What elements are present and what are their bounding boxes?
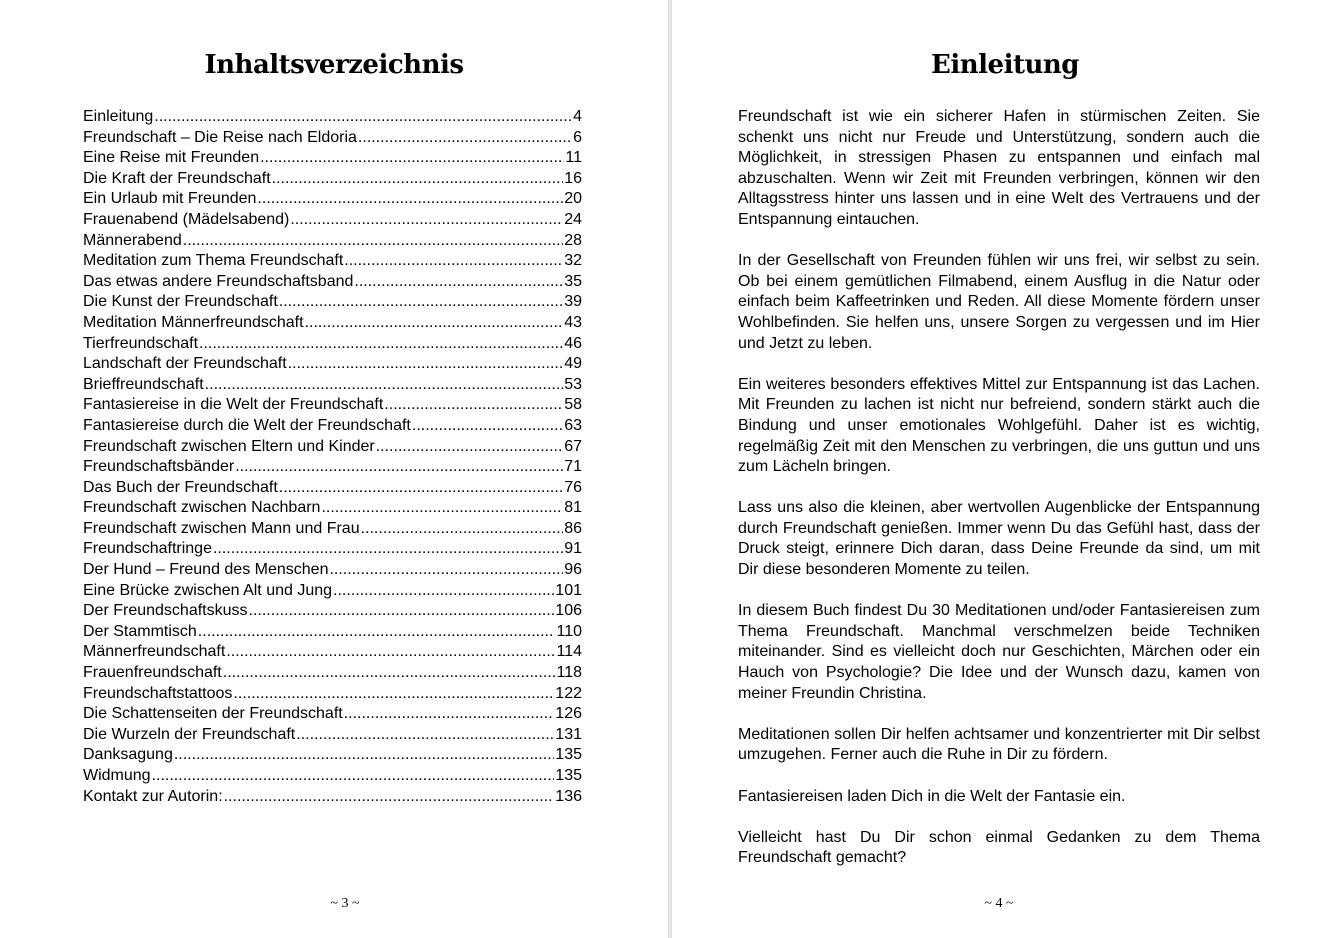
- toc-entry-page: 67: [564, 437, 582, 455]
- toc-entry-page: 49: [564, 355, 582, 373]
- body-paragraph: Vielleicht hast Du Dir schon einmal Gedanken zu dem Thema Freundschaft gemacht?: [738, 828, 1260, 867]
- toc-entry: [83, 251, 582, 272]
- toc-entry-label: Freundschaft – Die Reise nach Eldoria: [83, 128, 357, 146]
- toc-entry-label: Freundschaft zwischen Mann und Frau: [83, 519, 360, 537]
- toc-entry-label: Frauenabend (Mädelsabend): [83, 210, 290, 228]
- toc-entry-label: Eine Brücke zwischen Alt und Jung: [83, 581, 333, 599]
- toc-dot-leader: [384, 395, 563, 416]
- toc-entry: [83, 128, 582, 149]
- toc-entry: [83, 787, 582, 808]
- toc-entry-label: Die Kraft der Freundschaft: [83, 169, 271, 187]
- toc-dot-leader: [376, 437, 563, 458]
- toc-dot-leader: [344, 704, 555, 725]
- toc-dot-leader: [358, 128, 572, 149]
- toc-entry-page: 118: [556, 664, 582, 682]
- toc-entry-label: Der Stammtisch: [83, 622, 197, 640]
- toc-entry-label: Freundschaft zwischen Nachbarn: [83, 499, 321, 517]
- toc-entry-page: 53: [564, 375, 582, 393]
- toc-dot-leader: [174, 745, 554, 766]
- toc-entry-label: Danksagung: [83, 746, 173, 764]
- toc-dot-leader: [412, 416, 563, 437]
- toc-entry-label: Freundschaftringe: [83, 540, 212, 558]
- toc-entry-page: 135: [555, 767, 582, 784]
- page-number-left: ~ 3 ~: [330, 896, 360, 911]
- toc-entry: [83, 416, 582, 437]
- toc-entry-label: Die Schattenseiten der Freundschaft: [83, 705, 343, 723]
- toc-entry: [83, 354, 582, 375]
- toc-entry: [83, 642, 582, 663]
- toc-dot-leader: [260, 148, 564, 169]
- toc-entry-page: 63: [564, 416, 582, 434]
- toc-entry: [83, 684, 582, 705]
- toc-entry-page: 24: [564, 210, 582, 228]
- toc-entry-label: Meditation zum Thema Freundschaft: [83, 252, 344, 270]
- body-paragraph: Freundschaft ist wie ein sicherer Hafen in stürmischen Zeiten. Sie schenkt uns nicht nur Freude und Unterstützung, sondern auch die Möglichkeit, in stressigen Phasen zu entspannen und einfach mal abzuschalten. Wenn wir Zeit mit Freunden verbringen, können wir den Alltagsstress hinter uns lassen und in eine Welt des Vertrauens und der Entspannung eintauchen.: [738, 108, 1260, 228]
- toc-entry: [83, 519, 582, 540]
- toc-dot-leader: [199, 334, 563, 355]
- toc-entry: [83, 478, 582, 499]
- toc-entry-page: 101: [555, 581, 582, 599]
- toc-dot-leader: [305, 313, 564, 334]
- toc-dot-leader: [290, 210, 563, 231]
- toc-entry: [83, 189, 582, 210]
- toc-entry-page: 76: [564, 478, 582, 496]
- toc-dot-leader: [344, 251, 563, 272]
- toc-dot-leader: [333, 581, 554, 602]
- toc-entry-page: 16: [564, 169, 582, 187]
- toc-entry: [83, 560, 582, 581]
- toc-dot-leader: [224, 787, 555, 808]
- body-paragraph: Fantasiereisen laden Dich in die Welt der Fantasie ein.: [738, 787, 1126, 805]
- chapter-title: Einleitung: [931, 50, 1079, 80]
- toc-entry: [83, 292, 582, 313]
- page-number-right: ~ 4 ~: [984, 896, 1014, 911]
- toc-dot-leader: [223, 663, 556, 684]
- toc-entry: [83, 272, 582, 293]
- left-page: [0, 0, 668, 938]
- toc-entry-label: Frauenfreundschaft: [83, 664, 222, 682]
- toc-entry-page: 114: [556, 643, 582, 661]
- toc-dot-leader: [233, 684, 554, 705]
- toc-entry: [83, 313, 582, 334]
- toc-entry: [83, 148, 582, 169]
- body-paragraph: In diesem Buch findest Du 30 Meditationen und/oder Fantasiereisen zum Thema Freundschaft. Manchmal verschmelzen beide Techniken miteinander. Sind es vielleicht doch nur Geschichten, Märchen oder ein Hauch von Psychologie? Die Idee und der Wunsch dazu, kamen von meiner Freundin Christina.: [738, 602, 1260, 702]
- toc-entry-label: Das etwas andere Freundschaftsband: [83, 272, 354, 290]
- toc-entry-page: 122: [555, 684, 582, 702]
- toc-entry-page: 20: [564, 190, 582, 208]
- toc-entry-page: 39: [564, 293, 582, 311]
- body-paragraph: Ein weiteres besonders effektives Mittel zur Entspannung ist das Lachen. Mit Freunden zu lachen ist nicht nur befreiend, sondern stärkt auch die Bindung und unser emotionales Wohlgefühl. Daher ist es wichtig, regelmäßig Zeit mit den Menschen zu verbringen, die uns guttun und uns zum Lächeln bringen.: [738, 375, 1260, 476]
- toc-entry-page: 11: [565, 149, 582, 167]
- toc-dot-leader: [154, 107, 572, 128]
- toc-entry: [83, 437, 582, 458]
- body-paragraph: In der Gesellschaft von Freunden fühlen wir uns frei, wir selbst zu sein. Ob bei einem gemütlichen Filmabend, einem Ausflug in die Natur oder einfach beim Kaffeetrinken und Reden. All diese Momente fördern unser Wohlbefinden. Sie helfen uns, unsere Sorgen zu vergessen und im Hier und Jetzt zu leben.: [738, 252, 1260, 352]
- toc-entry-label: Die Kunst der Freundschaft: [83, 293, 278, 311]
- toc-entry: [83, 725, 582, 746]
- toc-entry-page: 86: [564, 519, 582, 537]
- toc-dot-leader: [257, 189, 563, 210]
- toc-dot-leader: [272, 169, 564, 190]
- toc-entry-page: 46: [564, 334, 582, 352]
- toc-entry-label: Das Buch der Freundschaft: [83, 478, 278, 496]
- toc-entry-label: Der Freundschaftskuss: [83, 602, 248, 620]
- toc-entry-label: Eine Reise mit Freunden: [83, 149, 260, 167]
- toc-dot-leader: [329, 560, 563, 581]
- toc-entry-label: Fantasiereise in die Welt der Freundschaft: [83, 396, 384, 414]
- toc-dot-leader: [321, 498, 563, 519]
- toc-dot-leader: [198, 622, 556, 643]
- toc-dot-leader: [226, 642, 555, 663]
- toc-dot-leader: [288, 354, 564, 375]
- toc-entry-label: Der Hund – Freund des Menschen: [83, 561, 329, 579]
- toc-entry-label: Brieffreundschaft: [83, 375, 204, 393]
- toc-entry-page: 91: [564, 540, 582, 558]
- toc-entry-page: 110: [556, 622, 582, 640]
- toc-entry: [83, 169, 582, 190]
- toc-entry-label: Meditation Männerfreundschaft: [83, 313, 304, 331]
- toc-dot-leader: [279, 292, 563, 313]
- toc-entry-label: Ein Urlaub mit Freunden: [83, 190, 257, 208]
- toc-entry: [83, 601, 582, 622]
- table-of-contents: [83, 107, 582, 807]
- toc-entry: [83, 334, 582, 355]
- toc-entry-label: Freundschaftstattoos: [83, 684, 233, 702]
- toc-entry-page: 96: [564, 561, 582, 579]
- toc-entry: [83, 539, 582, 560]
- toc-entry-label: Fantasiereise durch die Welt der Freundschaft: [83, 416, 411, 434]
- toc-dot-leader: [183, 231, 563, 252]
- body-paragraph: Meditationen sollen Dir helfen achtsamer und konzentrierter mit Dir selbst umzugehen. Ferner auch die Ruhe in Dir zu fördern.: [738, 725, 1260, 764]
- toc-entry-page: 43: [564, 313, 582, 331]
- toc-entry-label: Landschaft der Freundschaft: [83, 355, 287, 373]
- toc-entry-page: 135: [555, 746, 582, 764]
- toc-entry-label: Männerfreundschaft: [83, 643, 226, 661]
- toc-dot-leader: [279, 478, 563, 499]
- toc-entry-page: 136: [555, 787, 582, 805]
- toc-entry: [83, 581, 582, 602]
- toc-entry: [83, 663, 582, 684]
- toc-entry: [83, 107, 582, 128]
- toc-entry-label: Widmung: [83, 767, 151, 784]
- toc-entry-label: Freundschaft zwischen Eltern und Kinder: [83, 437, 375, 455]
- toc-dot-leader: [361, 519, 564, 540]
- toc-entry-label: Männerabend: [83, 231, 182, 249]
- toc-entry-label: Die Wurzeln der Freundschaft: [83, 725, 296, 743]
- toc-dot-leader: [213, 539, 563, 560]
- toc-entry-page: 81: [564, 499, 582, 517]
- toc-entry-page: 4: [573, 108, 582, 125]
- chapter-body: [738, 107, 1260, 890]
- toc-entry-page: 126: [555, 705, 582, 723]
- toc-entry-page: 35: [564, 272, 582, 290]
- toc-entry-label: Kontakt zur Autorin:: [83, 787, 223, 805]
- toc-entry-page: 6: [573, 128, 582, 146]
- toc-entry: [83, 375, 582, 396]
- toc-dot-leader: [152, 766, 555, 787]
- toc-dot-leader: [249, 601, 555, 622]
- toc-entry: [83, 231, 582, 252]
- toc-entry: [83, 622, 582, 643]
- toc-entry: [83, 745, 582, 766]
- toc-dot-leader: [235, 457, 563, 478]
- toc-title: Inhaltsverzeichnis: [204, 50, 464, 80]
- toc-entry: [83, 210, 582, 231]
- toc-entry-page: 106: [555, 602, 582, 620]
- toc-dot-leader: [296, 725, 554, 746]
- toc-entry-page: 28: [564, 231, 582, 249]
- toc-entry-page: 71: [564, 458, 582, 476]
- toc-entry-label: Freundschaftsbänder: [83, 458, 235, 476]
- toc-dot-leader: [205, 375, 564, 396]
- toc-entry-page: 58: [564, 396, 582, 414]
- toc-entry-label: Tierfreundschaft: [83, 334, 199, 352]
- toc-entry: [83, 457, 582, 478]
- toc-entry: [83, 395, 582, 416]
- toc-entry-label: Einleitung: [83, 108, 154, 125]
- body-paragraph: Lass uns also die kleinen, aber wertvollen Augenblicke der Entspannung durch Freundschaft genießen. Immer wenn Du das Gefühl hast, dass der Druck steigt, erinnere Dich daran, dass Deine Freunde da sind, um mit Dir diese besonderen Momente zu teilen.: [738, 499, 1260, 579]
- toc-dot-leader: [354, 272, 563, 293]
- toc-entry: [83, 498, 582, 519]
- toc-entry-page: 32: [564, 252, 582, 270]
- toc-entry: [83, 766, 582, 787]
- toc-entry: [83, 704, 582, 725]
- toc-entry-page: 131: [555, 725, 582, 743]
